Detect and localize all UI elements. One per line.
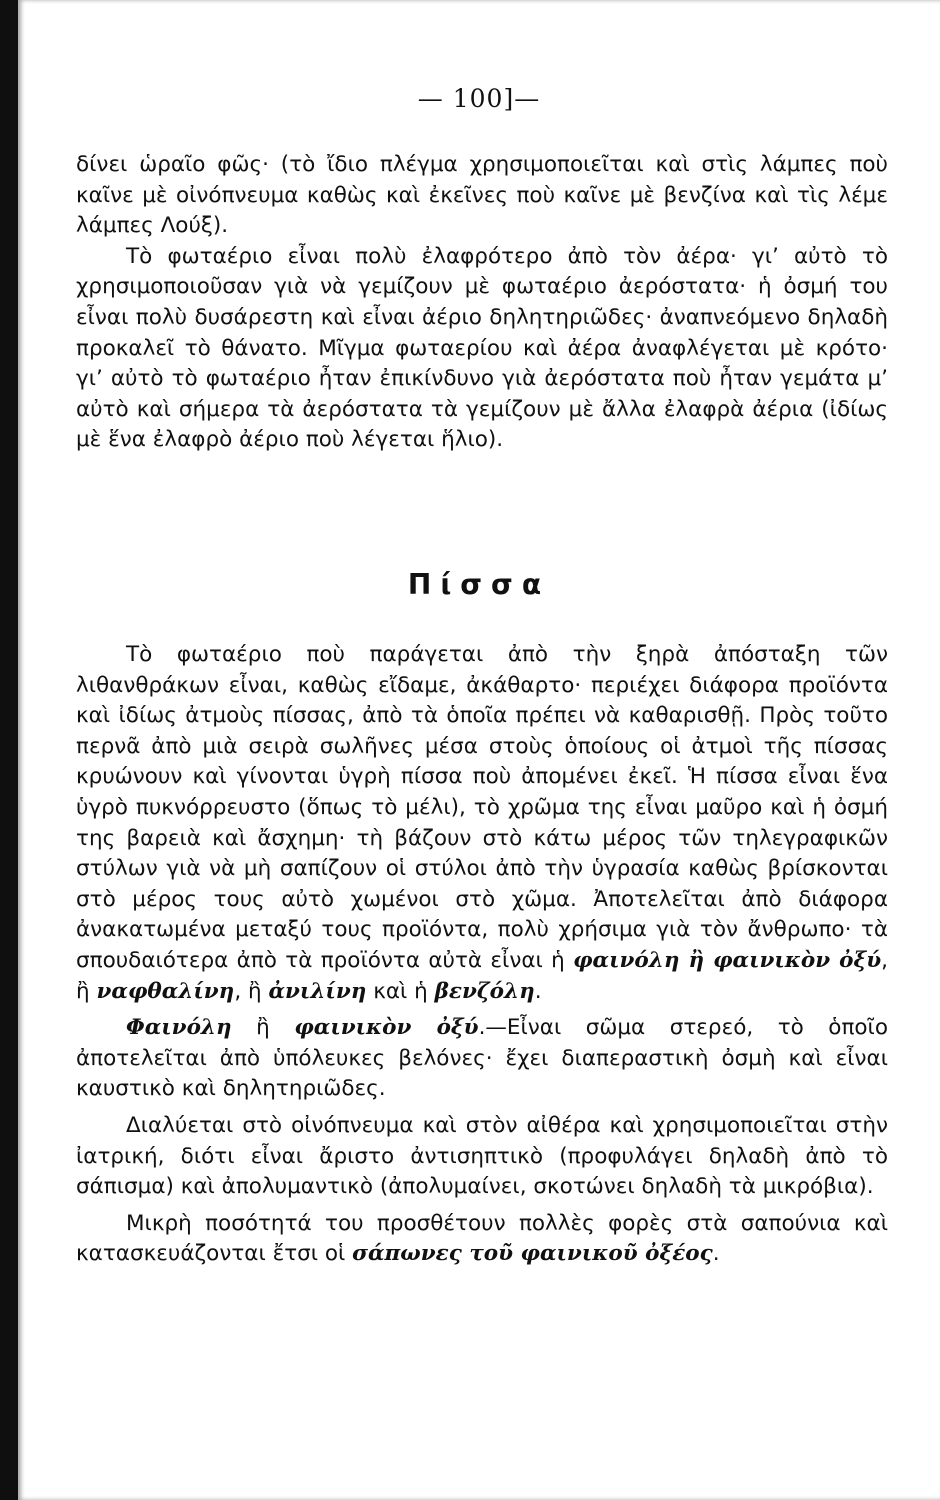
emphasized-term: ἀνιλίνη xyxy=(268,978,367,1004)
text-run: , ἢ xyxy=(76,947,888,1004)
emphasized-term: σάπωνες τοῦ φαινικοῦ ὀξέος xyxy=(352,1241,713,1267)
paragraph xyxy=(76,640,888,1007)
text-run: . xyxy=(712,1241,720,1267)
intro-text-block xyxy=(76,150,888,456)
section-text-block xyxy=(76,640,888,1270)
text-run: , ἢ xyxy=(234,978,262,1004)
text-run: Τὸ φωταέριο ποὺ παράγεται ἀπὸ τὴν ξηρὰ ἀπόσταξη τῶν λιθανθράκων εἶναι, καθὼς εἴδαμε, ἀκάθαρτο· περιέχει διάφορα προϊόντα καὶ ἰδίως ἀτμοὺς πίσσας, ἀπὸ τὰ ὁποῖα πρέπει νὰ καθαρισθῇ. Πρὸς τοῦτο περνᾶ ἀπὸ μιὰ σειρὰ σωλῆνες μέσα στοὺς ὁποίους οἱ ἀτμοὶ τῆς πίσσας κρυώνουν καὶ γίνονται ὑγρὴ πίσσα ποὺ ἀπομένει ἐκεῖ. Ἡ πίσσα εἶναι ἕνα ὑγρὸ πυκνόρρευστο (ὅπως τὸ μέλι), τὸ χρῶμα της εἶναι μαῦρο καὶ ἡ ὀσμή της βαρειὰ καὶ ἄσχημη· τὴ βάζουν στὸ κάτω μέρος τῶν τηλεγραφικῶν στύλων γιὰ νὰ μὴ σαπίζουν οἱ στύλοι ἀπὸ τὴν ὑγρασία καθὼς βρίσκονται στὸ μέρος τους αὐτὸ χωμένοι στὸ χῶμα. Ἀποτελεῖται ἀπὸ διάφορα ἀνακατωμένα μεταξύ τους προϊόντα, πολὺ χρήσιμα γιὰ τὸν ἄνθρωπο· τὰ σπουδαιότερα ἀπὸ τὰ προϊόντα αὐτὰ εἶναι ἡ xyxy=(76,642,888,973)
book-page xyxy=(18,0,940,1500)
emphasized-term: Φαινόλη xyxy=(126,1015,232,1041)
emphasized-term: φαινικὸν ὀξύ xyxy=(294,1015,479,1041)
text-run: Μικρὴ ποσότητά του προσθέτουν πολλὲς φορὲς στὰ σαπούνια καὶ κατασκευάζονται ἔτσι οἱ xyxy=(76,1210,888,1267)
section-title: Πίσσα xyxy=(407,568,551,601)
paragraph xyxy=(76,1013,888,1105)
paragraph: Διαλύεται στὸ οἰνόπνευμα καὶ στὸν αἰθέρα καὶ χρησιμοποιεῖται στὴν ἰατρική, διότι εἶναι ἄριστο ἀντισηπτικὸ (προφυλάγει δηλαδὴ ἀπὸ τὸ σάπισμα) καὶ ἀπολυμαντικὸ (ἀπολυμαίνει, σκοτώνει δηλαδὴ τὰ μικρόβια). xyxy=(76,1112,888,1200)
text-run: . xyxy=(534,978,542,1004)
paragraph xyxy=(76,1209,888,1270)
text-run: .—Εἶναι σῶμα στερεό, τὸ ὁποῖο ἀποτελεῖται ἀπὸ ὑπόλευκες βελόνες· ἔχει διαπεραστικὴ ὀσμὴ καὶ εἶναι καυστικὸ καὶ δηλητηριῶδες. xyxy=(76,1015,888,1102)
text-run: ἢ xyxy=(256,1015,270,1041)
emphasized-term: ναφθαλίνη xyxy=(96,978,235,1004)
page-number: — 100]— xyxy=(417,84,541,113)
emphasized-term: φαινόλη ἢ φαινικὸν ὀξύ xyxy=(573,947,882,973)
emphasized-term: βενζόλη xyxy=(434,978,535,1004)
paragraph: δίνει ὡραῖο φῶς· (τὸ ἴδιο πλέγμα χρησιμοποιεῖται καὶ στὶς λάμπες ποὺ καῖνε μὲ οἰνόπνευμα καθὼς καὶ ἐκεῖνες ποὺ καῖνε μὲ βενζίνα καὶ τὶς λέμε λάμπες Λούξ). xyxy=(76,152,888,239)
text-run: καὶ ἡ xyxy=(373,978,428,1004)
paragraph: Τὸ φωταέριο εἶναι πολὺ ἐλαφρότερο ἀπὸ τὸν ἀέρα· γι’ αὐτὸ τὸ χρησιμοποιοῦσαν γιὰ νὰ γεμίζουν μὲ φωταέριο ἀερόστατα· ἡ ὀσμή του εἶναι πολὺ δυσάρεστη καὶ εἶναι ἀέριο δηλητηριῶδες· ἀναπνεόμενο δηλαδὴ προκαλεῖ τὸ θάνατο. Μῖγμα φωταερίου καὶ ἀέρα ἀναφλέγεται μὲ κρότο· γι’ αὐτὸ τὸ φωταέριο ἦταν ἐπικίνδυνο γιὰ ἀερόστατα ποὺ ἦταν γεμάτα μ’ αὐτὸ καὶ σήμερα τὰ ἀερόστατα τὰ γεμίζουν μὲ ἄλλα ἐλαφρὰ ἀέρια (ἰδίως μὲ ἕνα ἐλαφρὸ ἀέριο ποὺ λέγεται ἥλιο). xyxy=(76,243,888,453)
